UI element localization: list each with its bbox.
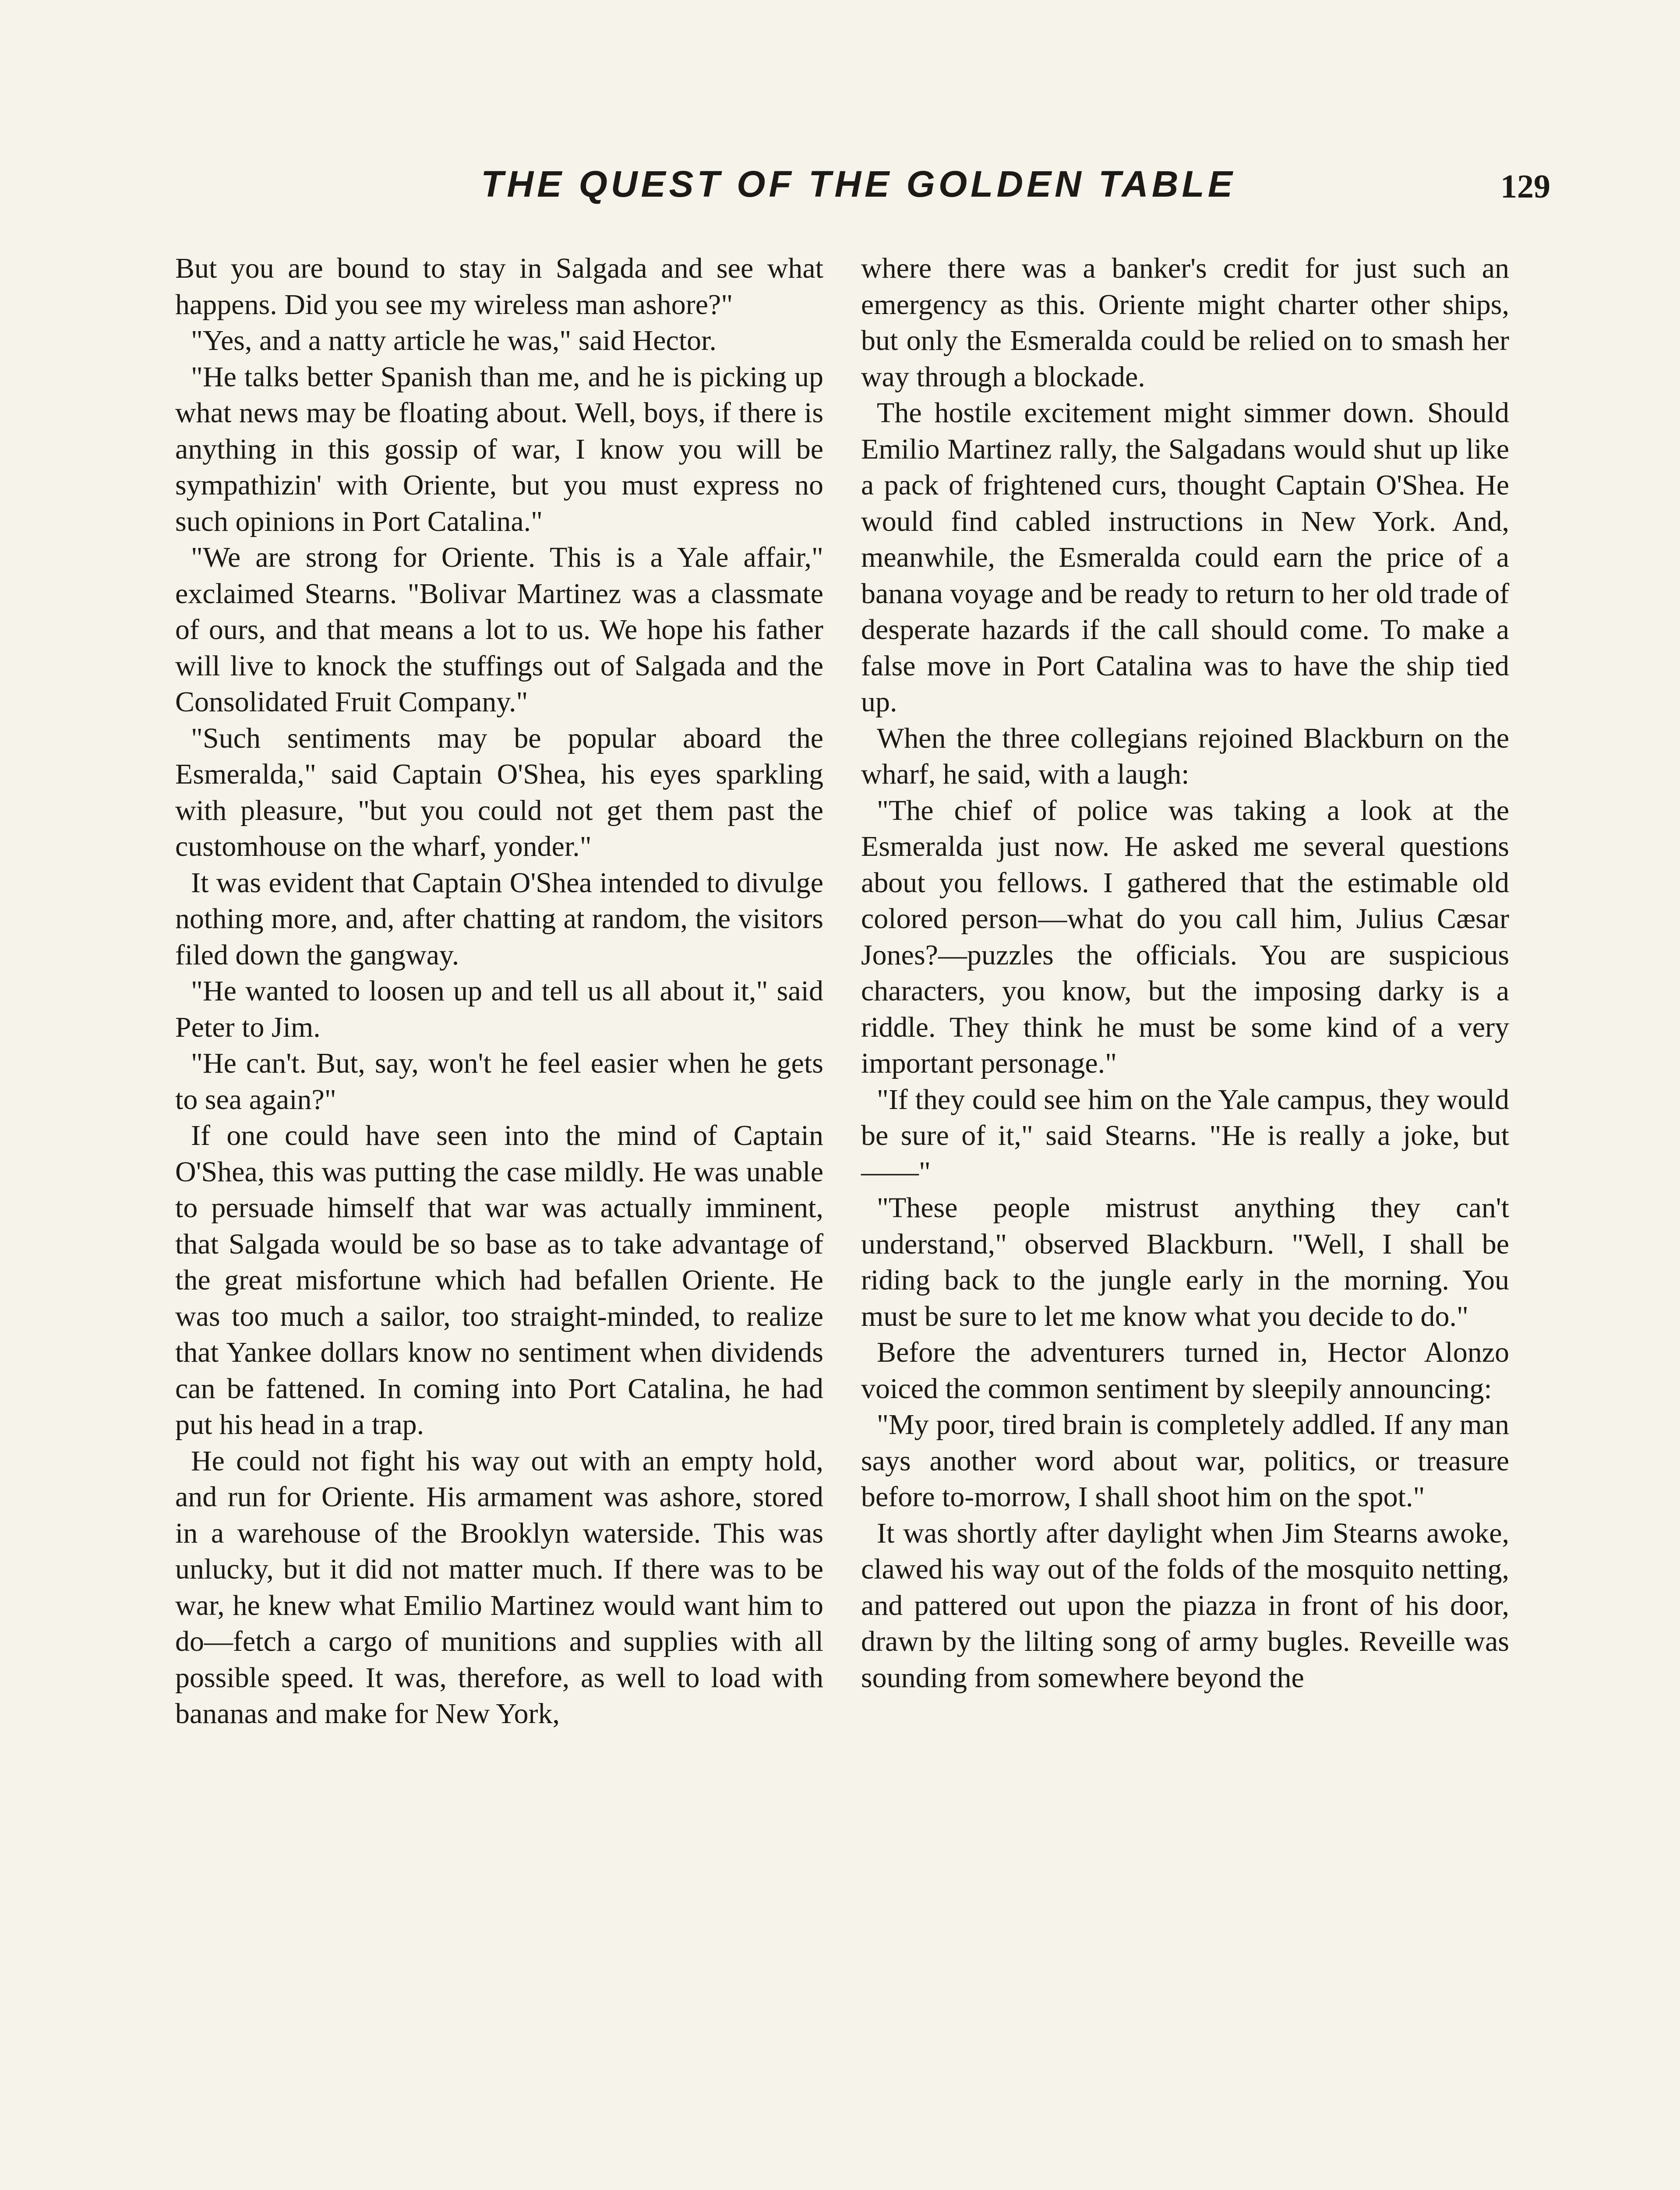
paragraph: "Yes, and a natty article he was," said Hector.: [191, 325, 717, 357]
paragraph: If one could have seen into the mind of Captain O'Shea, this was putting the case mildly. He was unable to persuade himself that war was actually imminent, that Salgada would be so base as to take advantage of the great misfortune which had befallen Oriente. He was too much a sailor, too straight-minded, to realize that Yankee dollars know no sentiment when dividends can be fattened. In coming into Port Catalina, he had put his head in a trap.: [175, 1120, 823, 1441]
paragraph: When the three collegians rejoined Blackburn on the wharf, he said, with a laugh:: [861, 722, 1509, 790]
paragraph: "The chief of police was taking a look at the Esmeralda just now. He asked me several questions about you fellows. I gathered that the estimable old colored person—what do you call him, Julius Cæsar Jones?—puzzles the officials. You are suspicious characters, you know, but the imposing darky is a riddle. They think he must be some kind of a very important personage.": [861, 794, 1509, 1079]
running-title: THE QUEST OF THE GOLDEN TABLE: [481, 163, 1236, 205]
paragraph: "Such sentiments may be popular aboard the Esmeralda," said Captain O'Shea, his eyes sparkling with pleasure, "but you could not get them past the customhouse on the wharf, yonder.": [175, 722, 823, 862]
paragraph: The hostile excitement might simmer down. Should Emilio Martinez rally, the Salgadans would shut up like a pack of frightened curs, thought Captain O'Shea. He would find cabled instructions in New York. And, meanwhile, the Esmeralda could earn the price of a banana voyage and be ready to return to her old trade of desperate hazards if the call should come. To make a false move in Port Catalina was to have the ship tied up.: [861, 397, 1509, 718]
page-number: 129: [1500, 168, 1550, 205]
paragraph: Before the adventurers turned in, Hector Alonzo voiced the common sentiment by sleepily announcing:: [861, 1336, 1509, 1405]
paragraph: where there was a banker's credit for just such an emergency as this. Oriente might charter other ships, but only the Esmeralda could be relied on to smash her way through a blockade.: [861, 252, 1509, 393]
paragraph: He could not fight his way out with an empty hold, and run for Oriente. His armament was ashore, stored in a warehouse of the Brooklyn waterside. This was unlucky, but it did not matter much. If there was to be war, he knew what Emilio Martinez would want him to do—fetch a cargo of munitions and supplies with all possible speed. It was, therefore, as well to load with bananas and make for New York,: [175, 1445, 823, 1730]
left-column: [175, 251, 823, 1732]
right-column: [861, 251, 1509, 1696]
paragraph: It was evident that Captain O'Shea intended to divulge nothing more, and, after chatting at random, the visitors filed down the gangway.: [175, 866, 823, 971]
paragraph: "He can't. But, say, won't he feel easier when he gets to sea again?": [175, 1047, 823, 1116]
paragraph: "If they could see him on the Yale campus, they would be sure of it," said Stearns. "He is really a joke, but——": [861, 1083, 1509, 1188]
paragraph: But you are bound to stay in Salgada and see what happens. Did you see my wireless man ashore?": [175, 252, 823, 321]
paragraph: "He wanted to loosen up and tell us all about it," said Peter to Jim.: [175, 975, 823, 1043]
paragraph: "My poor, tired brain is completely addled. If any man says another word about war, politics, or treasure before to-morrow, I shall shoot him on the spot.": [861, 1409, 1509, 1513]
paragraph: "He talks better Spanish than me, and he is picking up what news may be floating about. Well, boys, if there is anything in this gossip of war, I know you will be sympathizin' with Oriente, but you must express no such opinions in Port Catalina.": [175, 360, 823, 537]
paragraph: It was shortly after daylight when Jim Stearns awoke, clawed his way out of the folds of the mosquito netting, and pattered out upon the piazza in front of his door, drawn by the lilting song of army bugles. Reveille was sounding from somewhere beyond the: [861, 1517, 1509, 1694]
paragraph: "We are strong for Oriente. This is a Yale affair," exclaimed Stearns. "Bolivar Martinez was a classmate of ours, and that means a lot to us. We hope his father will live to knock the stuffings out of Salgada and the Consolidated Fruit Company.": [175, 541, 823, 718]
paragraph: "These people mistrust anything they can't understand," observed Blackburn. "Well, I shall be riding back to the jungle early in the morning. You must be sure to let me know what you decide to do.": [861, 1192, 1509, 1332]
